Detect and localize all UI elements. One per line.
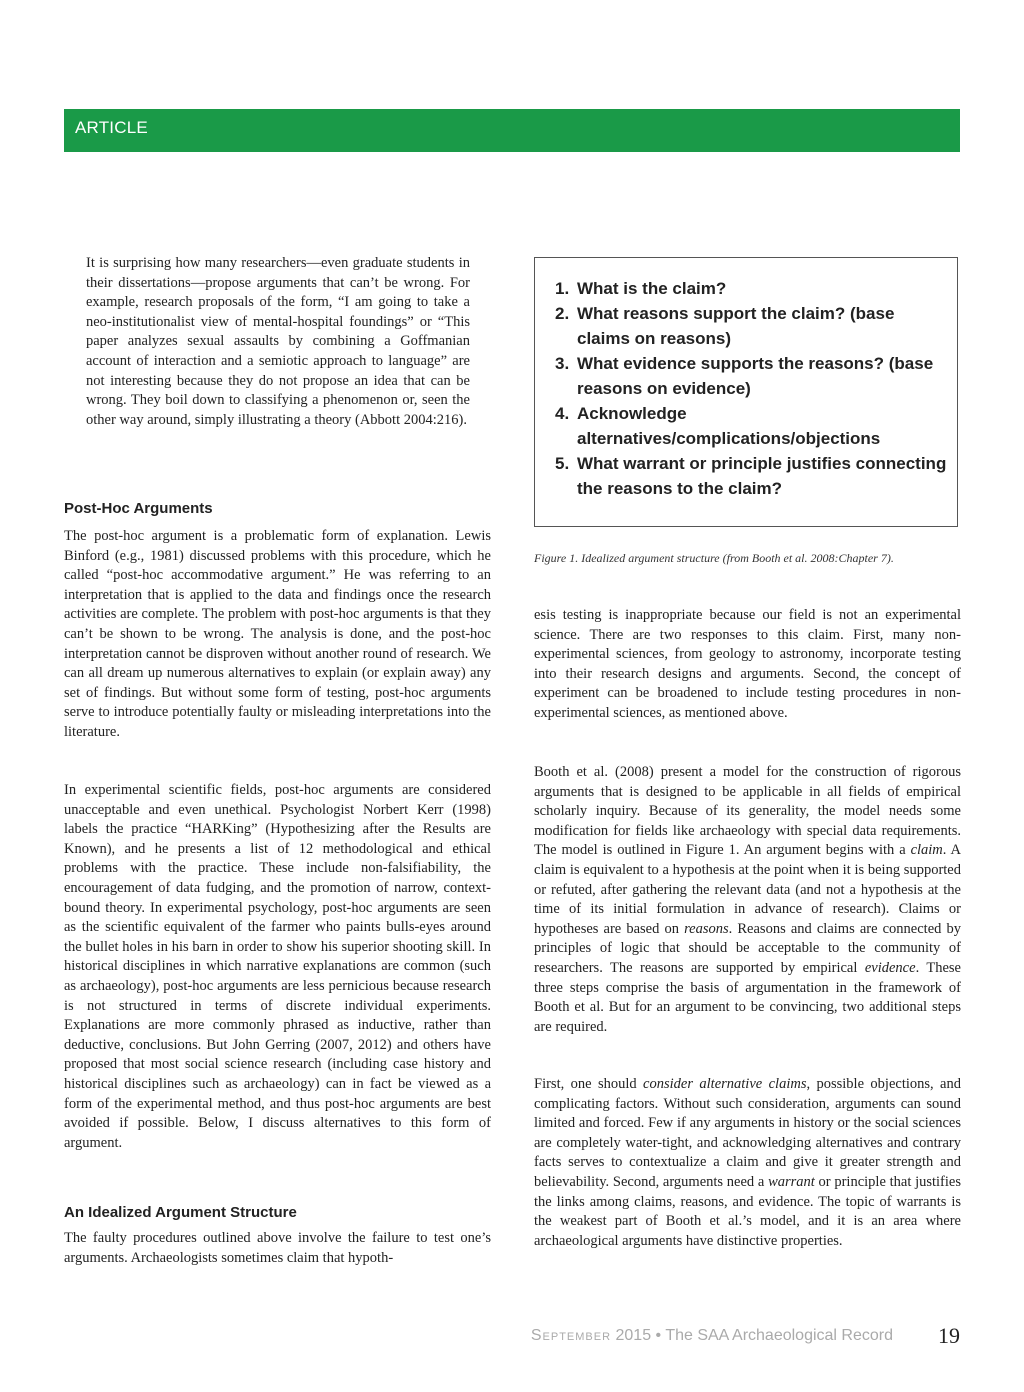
list-item: 3. What evidence supports the reasons? (base reasons on evidence) xyxy=(555,354,934,398)
paragraph-post-hoc-2: In experimental scientific fields, post-hoc arguments are considered unacceptable and even unethical. Psychologist Norbert Kerr (1998) labels the practice “HARKing” (Hypothesizing after the Results are Known), and he presents a list of 12 methodological and ethical problems with the practice. These include non-falsifiability, the encouragement of data fudging, and the promotion of narrow, context-bound theory. In experimental psychology, post-hoc arguments are seen as the scientific equivalent of the farmer who paints bulls-eyes around the bullet holes in his barn in order to show his superior shooting skill. In historical disciplines in which narrative explanations are common (such as archaeology), post-hoc arguments are less pernicious because research is not structured in terms of discrete individual experiments. Explanations are more commonly phrased as inductive, rather than deductive, conclusions. But John Gerring (2007, 2012) and others have proposed that most social science research (including case history and historical disciplines such as archaeology) can in fact be viewed as a form of the experimental method, and thus post-hoc arguments are best avoided if possible. Below, I discuss alternatives to this form of argument. xyxy=(64,782,491,1151)
heading-idealized-argument-structure: An Idealized Argument Structure xyxy=(64,1204,297,1221)
page-number: 19 xyxy=(938,1323,960,1348)
list-item: 2. What reasons support the claim? (base claims on reasons) xyxy=(555,304,895,348)
paragraph-right-3: First, one should consider alternative claims, possible objections, and complicating factors. Without such consideration, arguments can sound limited and forced. Few if any arguments in history or the social sciences are completely water-tight, and acknowledging alternatives and contrary facts serves to contextualize a claim and give it greater strength and believability. Second, arguments need a warrant or principle that justifies the links among claims, reasons, and evidence. The topic of warrants is the weakest part of Booth et al.’s model, and it is an area where archaeological arguments have distinctive properties. xyxy=(534,1076,961,1249)
block-quote: It is surprising how many researchers—even graduate students in their dissertations—propose arguments that can’t be wrong. For example, research proposals of the form, “I am going to take a neo-institutionalist view of mental-hospital foundings” or “This paper analyzes sexual assaults by combining a Goffmanian account of interaction and a semiotic approach to language” are not interesting because they do not propose an idea that can be wrong. They boil down to classifying a phenomenon or, seen the other way around, simply illustrating a theory (Abbott 2004:216). xyxy=(86,255,470,428)
paragraph-post-hoc-1: The post-hoc argument is a problematic form of explanation. Lewis Binford (e.g., 1981) discussed problems with this procedure, which he called “post-hoc accommodative argument.” He was referring to an interpretation that is applied to the data and findings once the research activities are complete. The problem with post-hoc arguments is that they can’t be shown to be wrong. The analysis is done, and the post-hoc interpretation cannot be disproven without another round of research. We can all dream up numerous alternatives to explain (or explain away) any set of findings. But without some form of testing, post-hoc arguments serve to introduce potentially faulty or misleading interpretations into the literature. xyxy=(64,528,491,740)
footer-publication: The SAA Archaeological Record xyxy=(665,1327,893,1344)
section-label: ARTICLE xyxy=(75,118,148,137)
page-footer xyxy=(531,1327,893,1345)
argument-structure-list xyxy=(555,276,947,501)
list-item: 5. What warrant or principle justifies connecting the reasons to the claim? xyxy=(555,454,947,498)
list-item: 4. Acknowledge alternatives/complications/objections xyxy=(555,404,881,448)
paragraph-idealized-1: The faulty procedures outlined above involve the failure to test one’s arguments. Archaeologists sometimes claim that hypoth- xyxy=(64,1230,491,1266)
footer-month: September xyxy=(530,1327,612,1344)
list-item: 1. What is the claim? xyxy=(555,279,727,298)
footer-year: 2015 xyxy=(615,1327,652,1344)
paragraph-right-2: Booth et al. (2008) present a model for the construction of rigorous arguments that is designed to be applicable in all fields of empirical scholarly inquiry. Because of its generality, the model needs some modification for fields like archaeology with special data requirements. The model is outlined in Figure 1. An argument begins with a claim. A claim is equivalent to a hypothesis at the point when it is being supported or refuted, after gathering the relevant data (and not a hypothesis at the time of its initial formulation in advance of research). Claims or hypotheses are based on reasons. Reasons and claims are connected by principles of logic that should be acceptable to the community of researchers. The reasons are supported by empirical evidence. These three steps comprise the basis of argumentation in the framework of Booth et al. But for an argument to be convincing, two additional steps are required. xyxy=(534,764,962,1035)
footer-bullet: • xyxy=(655,1327,662,1344)
figure-box xyxy=(534,257,958,527)
paragraph-right-1: esis testing is inappropriate because our field is not an experimental science. There are two responses to this claim. First, many non-experimental sciences, from geology to astronomy, incorporate testing into their research designs and arguments. Second, the concept of experiment can be broadened to include testing procedures in non-experimental sciences, as mentioned above. xyxy=(534,607,961,721)
heading-post-hoc-arguments: Post-Hoc Arguments xyxy=(64,500,213,517)
section-banner xyxy=(64,109,960,152)
figure-caption: Figure 1. Idealized argument structure (from Booth et al. 2008:Chapter 7). xyxy=(534,551,894,565)
